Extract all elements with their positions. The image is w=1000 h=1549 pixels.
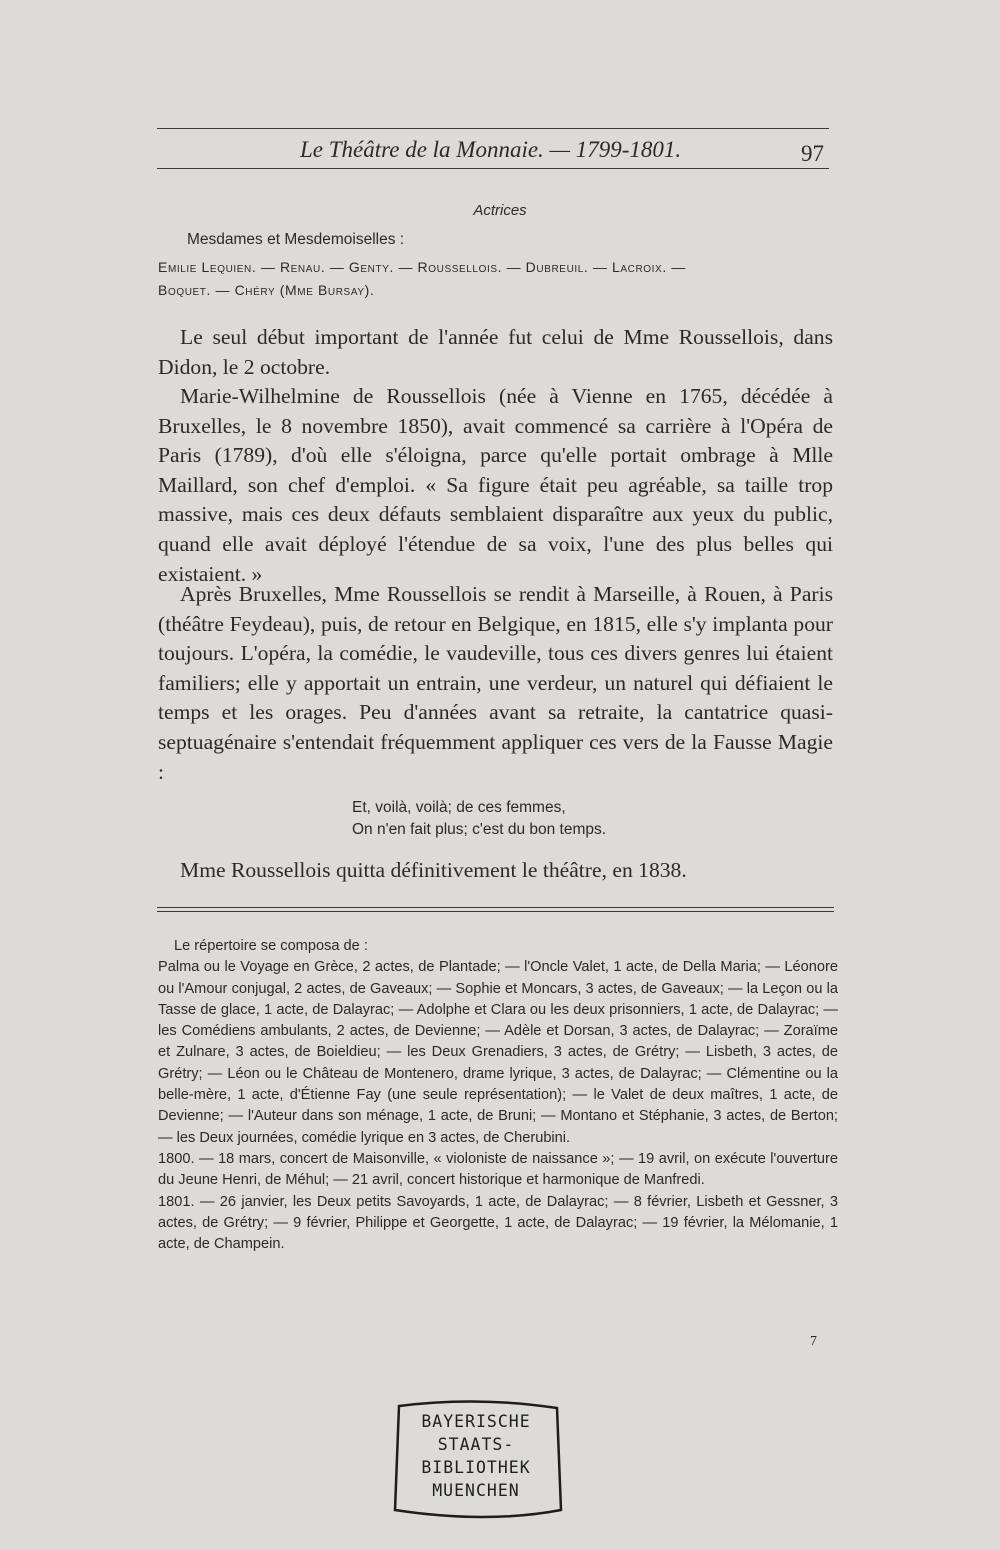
- stamp-line: STAATS-: [437, 1435, 515, 1454]
- quoted-verse: [352, 797, 606, 841]
- actrices-list-line-1: Emilie Lequien. — Renau. — Genty. — Roussellois. — Dubreuil. — Lacroix. —: [158, 259, 686, 275]
- actrices-list-line-2: Boquet. — Chéry (Mme Bursay).: [158, 282, 375, 298]
- notes-rule-bottom: [157, 911, 834, 912]
- note-1800: 1800. — 18 mars, concert de Maisonville, « violoniste de naissance »; — 19 avril, on exécute l'ouverture du Jeune Henri, de Méhul; — 21 avril, concert historique et harmonique de Manfredi.: [158, 1150, 838, 1189]
- header-rule-top: [157, 128, 829, 129]
- signature-mark: 7: [810, 1334, 817, 1349]
- paragraph-text: Mme Roussellois quitta définitivement le théâtre, en 1838.: [180, 858, 687, 882]
- page-number: 97: [801, 141, 824, 166]
- stamp-line: BIBLIOTHEK: [421, 1458, 531, 1477]
- running-title: Le Théâtre de la Monnaie. — 1799-1801.: [300, 137, 682, 162]
- notes-rule-top: [157, 907, 834, 908]
- verse-line: On n'en fait plus; c'est du bon temps.: [352, 821, 607, 838]
- paragraph-biography: [158, 382, 833, 589]
- paragraph-retirement: [158, 856, 833, 886]
- paragraph-text: Le seul début important de l'année fut celui de Mme Roussellois, dans Didon, le 2 octobre.: [158, 325, 833, 379]
- paragraph-career: [158, 580, 833, 787]
- repertoire-intro: Le répertoire se composa de :: [174, 938, 368, 954]
- stamp-line: MUENCHEN: [432, 1481, 520, 1500]
- actrices-heading: Actrices: [473, 202, 527, 219]
- stamp-line: BAYERISCHE: [421, 1412, 531, 1431]
- running-header: [150, 137, 830, 167]
- note-1801: 1801. — 26 janvier, les Deux petits Savoyards, 1 acte, de Dalayrac; — 8 février, Lisbeth et Gessner, 3 actes, de Grétry; — 9 février, Philippe et Georgette, 1 acte, de Dalayrac; — 19 février, la Mélomanie, 1 acte, de Champein.: [158, 1193, 838, 1253]
- verse-line: Et, voilà, voilà; de ces femmes,: [352, 799, 566, 816]
- repertoire-list: Palma ou le Voyage en Grèce, 2 actes, de Plantade; — l'Oncle Valet, 1 acte, de Della Maria; — Léonore ou l'Amour conjugal, 2 actes, de Gaveaux; — Sophie et Moncars, 3 actes, de Gaveaux; — la Leçon ou la Tasse de glace, 1 acte, de Dalayrac; — Adolphe et Clara ou les deux prisonniers, 1 acte, de Dalayrac; — les Comédiens ambulants, 2 actes, de Devienne; — Adèle et Dorsan, 3 actes, de Dalayrac; — Zoraïme et Zulnare, 3 actes, de Boieldieu; — les Deux Grenadiers, 3 actes, de Grétry; — Lisbeth, 3 actes, de Grétry; — Léon ou le Château de Montenero, drame lyrique, 3 actes, de Dalayrac; — Clémentine ou la belle-mère, 1 acte, d'Étienne Fay (une seule représentation); — le Valet de deux maîtres, 1 acte, de Devienne; — l'Auteur dans son ménage, 1 acte, de Bruni; — Montano et Stéphanie, 3 actes, de Berton; — les Deux journées, comédie lyrique en 3 actes, de Cherubini.: [158, 959, 838, 1146]
- footnote-block: [158, 936, 838, 1255]
- paragraph-text: Après Bruxelles, Mme Roussellois se rendit à Marseille, à Rouen, à Paris (théâtre Feydeau), puis, de retour en Belgique, en 1815, elle s'y implanta pour toujours. L'opéra, la comédie, le vaudeville, tous ces divers genres lui étaient familiers; elle y apportait un entrain, une verdeur, un naturel qui défiaient le temps et les orages. Peu d'années avant sa retraite, la cantatrice quasi-septuagénaire s'entendait fréquemment appliquer ces vers de la Fausse Magie :: [158, 582, 833, 784]
- paragraph-text: Marie-Wilhelmine de Roussellois (née à Vienne en 1765, décédée à Bruxelles, le 8 novembre 1850), avait commencé sa carrière à l'Opéra de Paris (1789), d'où elle s'éloigna, parce qu'elle portait ombrage à Mlle Maillard, son chef d'emploi. « Sa figure était peu agréable, sa taille trop massive, mais ces deux défauts semblaient disparaître aux yeux du public, quand elle avait déployé l'étendue de sa voix, l'une des plus belles qui existaient. »: [158, 384, 833, 586]
- library-stamp: [387, 1398, 565, 1522]
- paragraph-debut: [158, 323, 833, 382]
- header-rule-bottom: [157, 168, 829, 169]
- stamp-text: [387, 1410, 565, 1502]
- actrices-intro: Mesdames et Mesdemoiselles :: [187, 231, 405, 248]
